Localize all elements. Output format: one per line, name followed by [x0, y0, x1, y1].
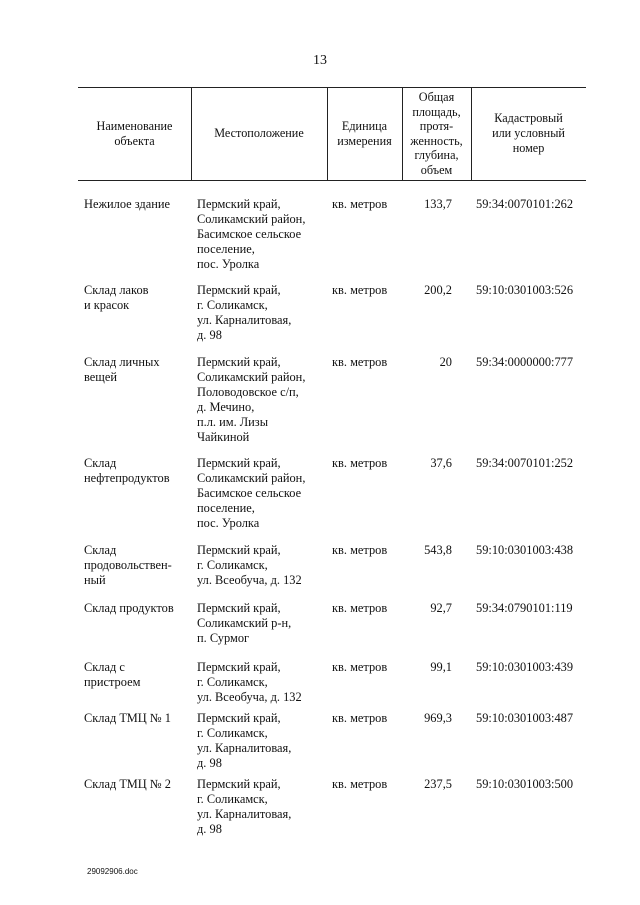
object-area: 969,3: [424, 711, 452, 725]
object-cadastral: 59:10:0301003:526: [476, 283, 574, 297]
object-name: Склад продовольствен- ный: [84, 543, 172, 587]
header-cadastral: Кадастровый или условный номер: [492, 111, 565, 155]
header-area: Общая площадь, протя- женность, глубина, объем: [410, 90, 463, 177]
object-cadastral: 59:34:0070101:262: [476, 197, 574, 211]
object-name: Нежилое здание: [84, 197, 171, 211]
object-area: 99,1: [430, 660, 452, 674]
object-cadastral: 59:10:0301003:500: [476, 777, 574, 791]
file-name-footer: 29092906.doc: [87, 867, 138, 876]
object-area: 237,5: [424, 777, 452, 791]
header-location: Местоположение: [214, 126, 304, 140]
object-unit: кв. метров: [332, 543, 388, 557]
object-area: 543,8: [424, 543, 452, 557]
object-name: Склад ТМЦ № 2: [84, 777, 171, 791]
header-bottom-rule: [78, 180, 586, 181]
object-location: Пермский край, г. Соликамск, ул. Всеобуча, д. 132: [197, 543, 302, 587]
object-name: Склад с пристроем: [84, 660, 141, 689]
object-cadastral: 59:34:0000000:777: [476, 355, 574, 369]
object-cadastral: 59:34:0790101:119: [476, 601, 573, 615]
object-name: Склад продуктов: [84, 601, 174, 615]
page-number: 13: [313, 53, 327, 68]
object-location: Пермский край, г. Соликамск, ул. Карналитовая, д. 98: [197, 711, 292, 770]
object-area: 133,7: [424, 197, 452, 211]
object-location: Пермский край, Соликамский район, Басимское сельское поселение, пос. Уролка: [197, 197, 306, 271]
object-unit: кв. метров: [332, 283, 388, 297]
object-unit: кв. метров: [332, 197, 388, 211]
object-unit: кв. метров: [332, 601, 388, 615]
object-name: Склад нефтепродуктов: [84, 456, 170, 485]
object-area: 37,6: [430, 456, 452, 470]
object-area: 92,7: [430, 601, 452, 615]
object-cadastral: 59:34:0070101:252: [476, 456, 574, 470]
header-name: Наименование объекта: [96, 118, 173, 148]
object-location: Пермский край, Соликамский район, Половодовское с/п, д. Мечино, п.л. им. Лизы Чайкиной: [197, 355, 306, 444]
object-unit: кв. метров: [332, 456, 388, 470]
object-cadastral: 59:10:0301003:487: [476, 711, 574, 725]
object-name: Склад личных вещей: [84, 355, 160, 384]
object-location: Пермский край, г. Соликамск, ул. Карналитовая, д. 98: [197, 777, 292, 836]
object-unit: кв. метров: [332, 660, 388, 674]
object-unit: кв. метров: [332, 711, 388, 725]
object-cadastral: 59:10:0301003:439: [476, 660, 574, 674]
object-area: 20: [439, 355, 452, 369]
header-unit: Единица измерения: [337, 118, 392, 148]
object-area: 200,2: [424, 283, 452, 297]
object-location: Пермский край, Соликамский район, Басимское сельское поселение, пос. Уролка: [197, 456, 306, 530]
object-name: Склад лаков и красок: [84, 283, 149, 312]
object-unit: кв. метров: [332, 355, 388, 369]
object-cadastral: 59:10:0301003:438: [476, 543, 574, 557]
object-name: Склад ТМЦ № 1: [84, 711, 171, 725]
object-location: Пермский край, Соликамский р-н, п. Сурмог: [197, 601, 292, 645]
object-location: Пермский край, г. Соликамск, ул. Карналитовая, д. 98: [197, 283, 292, 342]
object-location: Пермский край, г. Соликамск, ул. Всеобуча, д. 132: [197, 660, 302, 704]
object-unit: кв. метров: [332, 777, 388, 791]
